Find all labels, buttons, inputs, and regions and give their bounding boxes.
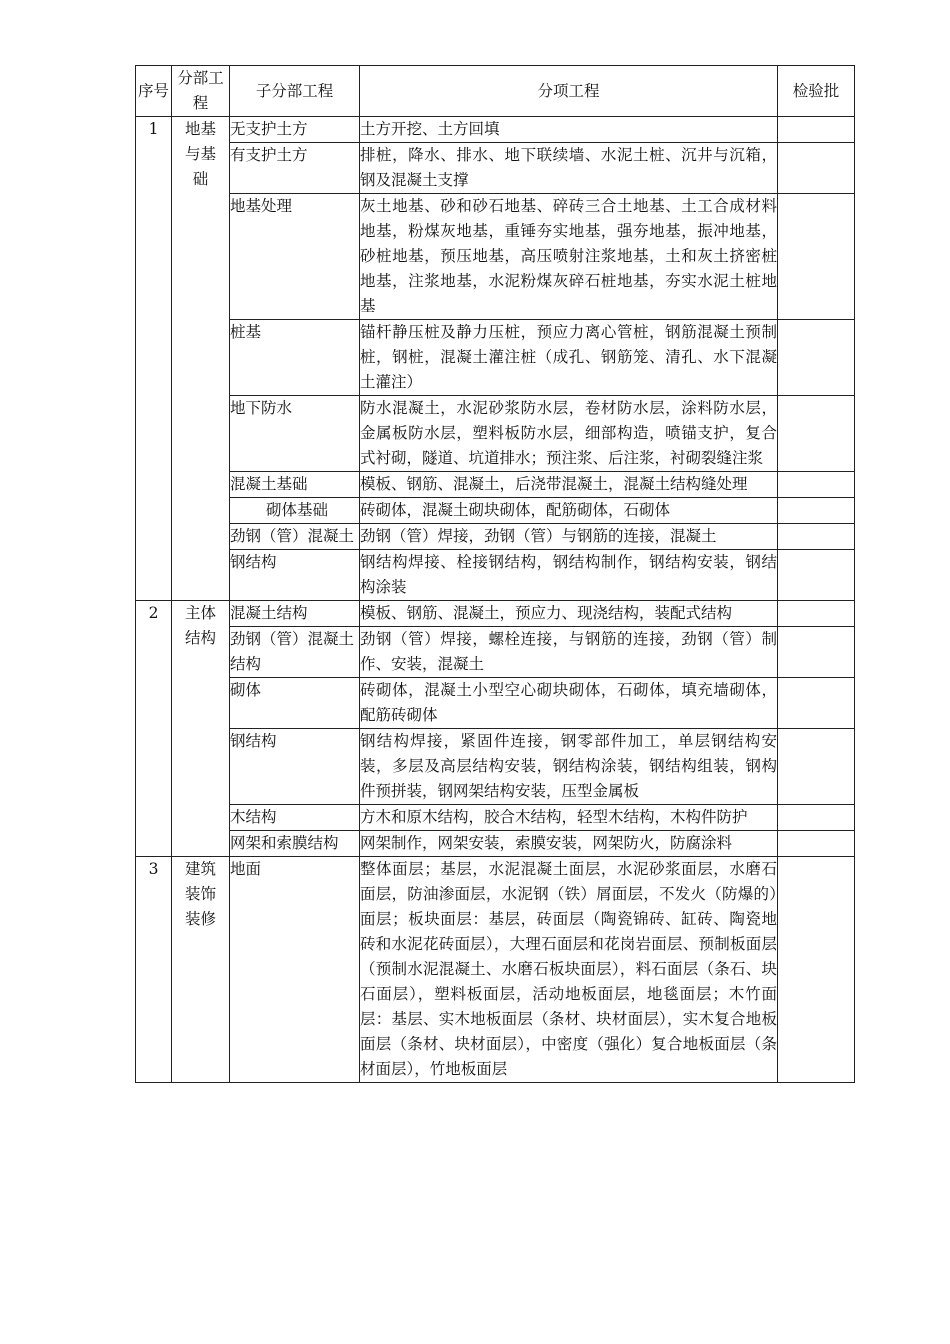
- items-cell: 钢结构焊接、栓接钢结构，钢结构制作，钢结构安装，钢结构涂装: [360, 550, 778, 601]
- table-row: [136, 627, 855, 678]
- subpart-cell: 砌体: [230, 678, 360, 729]
- batch-cell: [778, 498, 855, 524]
- batch-cell: [778, 678, 855, 729]
- items-cell: 土方开挖、土方回填: [360, 117, 778, 143]
- section-part: [172, 117, 230, 601]
- items-cell: 排桩，降水、排水、地下联续墙、水泥土桩、沉井与沉箱，钢及混凝土支撑: [360, 143, 778, 194]
- table-row: [136, 831, 855, 857]
- header-batch: 检验批: [778, 66, 855, 117]
- section-part: [172, 857, 230, 1083]
- subpart-cell: 无支护土方: [230, 117, 360, 143]
- items-cell: 网架制作，网架安装，索膜安装，网架防火，防腐涂料: [360, 831, 778, 857]
- items-cell: 劲钢（管）焊接，劲钢（管）与钢筋的连接，混凝土: [360, 524, 778, 550]
- table-row: [136, 805, 855, 831]
- table-row: [136, 194, 855, 320]
- batch-cell: [778, 472, 855, 498]
- section-part-label: 建筑装饰装修: [184, 860, 216, 928]
- items-cell: 砖砌体，混凝土小型空心砌块砌体，石砌体，填充墙砌体，配筋砖砌体: [360, 678, 778, 729]
- header-part: 分部工程: [172, 66, 230, 117]
- items-cell: 模板、钢筋、混凝土，预应力、现浇结构，装配式结构: [360, 601, 778, 627]
- batch-cell: [778, 729, 855, 805]
- batch-cell: [778, 831, 855, 857]
- section-part: [172, 601, 230, 857]
- subpart-cell: 劲钢（管）混凝土结构: [230, 627, 360, 678]
- subpart-cell: 混凝土结构: [230, 601, 360, 627]
- table-row: [136, 524, 855, 550]
- engineering-division-table: [135, 65, 855, 1083]
- batch-cell: [778, 601, 855, 627]
- items-cell: 钢结构焊接，紧固件连接，钢零部件加工，单层钢结构安装，多层及高层结构安装，钢结构涂装，钢结构组装，钢构件预拼装，钢网架结构安装，压型金属板: [360, 729, 778, 805]
- items-cell: 劲钢（管）焊接，螺栓连接，与钢筋的连接，劲钢（管）制作、安装，混凝土: [360, 627, 778, 678]
- table-row: [136, 472, 855, 498]
- section-seq: 3: [136, 857, 172, 1083]
- subpart-cell: 地下防水: [230, 396, 360, 472]
- items-cell: 砖砌体，混凝土砌块砌体，配筋砌体，石砌体: [360, 498, 778, 524]
- batch-cell: [778, 117, 855, 143]
- subpart-cell: 木结构: [230, 805, 360, 831]
- table-row: [136, 729, 855, 805]
- table-row: [136, 143, 855, 194]
- batch-cell: [778, 550, 855, 601]
- header-row: [136, 66, 855, 117]
- batch-cell: [778, 627, 855, 678]
- subpart-cell: 网架和索膜结构: [230, 831, 360, 857]
- items-cell: 锚杆静压桩及静力压桩，预应力离心管桩，钢筋混凝土预制桩，钢桩，混凝土灌注桩（成孔、钢筋笼、清孔、水下混凝土灌注）: [360, 320, 778, 396]
- table-row: [136, 678, 855, 729]
- batch-cell: [778, 396, 855, 472]
- subpart-cell: 钢结构: [230, 550, 360, 601]
- table-row: [136, 396, 855, 472]
- subpart-cell: 有支护土方: [230, 143, 360, 194]
- section-seq: 2: [136, 601, 172, 857]
- header-seq: 序号: [136, 66, 172, 117]
- table-row: [136, 550, 855, 601]
- batch-cell: [778, 524, 855, 550]
- batch-cell: [778, 194, 855, 320]
- header-subpart: 子分部工程: [230, 66, 360, 117]
- table-row: [136, 601, 855, 627]
- table-row: [136, 320, 855, 396]
- batch-cell: [778, 805, 855, 831]
- items-cell: 灰土地基、砂和砂石地基、碎砖三合土地基、土工合成材料地基，粉煤灰地基，重锤夯实地基，强夯地基，振冲地基，砂桩地基，预压地基，高压喷射注浆地基，土和灰土挤密桩地基，注浆地基，水泥粉煤灰碎石桩地基，夯实水泥土桩地基: [360, 194, 778, 320]
- items-cell: 模板、钢筋、混凝土，后浇带混凝土，混凝土结构缝处理: [360, 472, 778, 498]
- items-cell: 整体面层；基层，水泥混凝土面层，水泥砂浆面层，水磨石面层，防油渗面层，水泥钢（铁）屑面层，不发火（防爆的）面层；板块面层：基层，砖面层（陶瓷锦砖、缸砖、陶瓷地砖和水泥花砖面层），大理石面层和花岗岩面层、预制板面层（预制水泥混凝土、水磨石板块面层），料石面层（条石、块石面层），塑料板面层，活动地板面层，地毯面层；木竹面层：基层、实木地板面层（条材、块材面层），实木复合地板面层（条材、块材面层），中密度（强化）复合地板面层（条材面层），竹地板面层: [360, 857, 778, 1083]
- header-items: 分项工程: [360, 66, 778, 117]
- section-part-label: 地基与基础: [184, 120, 216, 188]
- table-row: [136, 117, 855, 143]
- subpart-cell: 钢结构: [230, 729, 360, 805]
- table-row: [136, 857, 855, 1083]
- table-row: [136, 498, 855, 524]
- batch-cell: [778, 857, 855, 1083]
- subpart-cell: 地基处理: [230, 194, 360, 320]
- section-seq: 1: [136, 117, 172, 601]
- items-cell: 防水混凝土，水泥砂浆防水层，卷材防水层，涂料防水层，金属板防水层，塑料板防水层，细部构造，喷锚支护，复合式衬砌，隧道、坑道排水；预注浆、后注浆，衬砌裂缝注浆: [360, 396, 778, 472]
- batch-cell: [778, 320, 855, 396]
- items-cell: 方木和原木结构，胶合木结构，轻型木结构，木构件防护: [360, 805, 778, 831]
- subpart-cell: 劲钢（管）混凝土: [230, 524, 360, 550]
- section-part-label: 主体结构: [184, 604, 216, 647]
- batch-cell: [778, 143, 855, 194]
- subpart-cell: 桩基: [230, 320, 360, 396]
- subpart-cell: 混凝土基础: [230, 472, 360, 498]
- subpart-cell: 地面: [230, 857, 360, 1083]
- subpart-cell: 砌体基础: [230, 498, 360, 524]
